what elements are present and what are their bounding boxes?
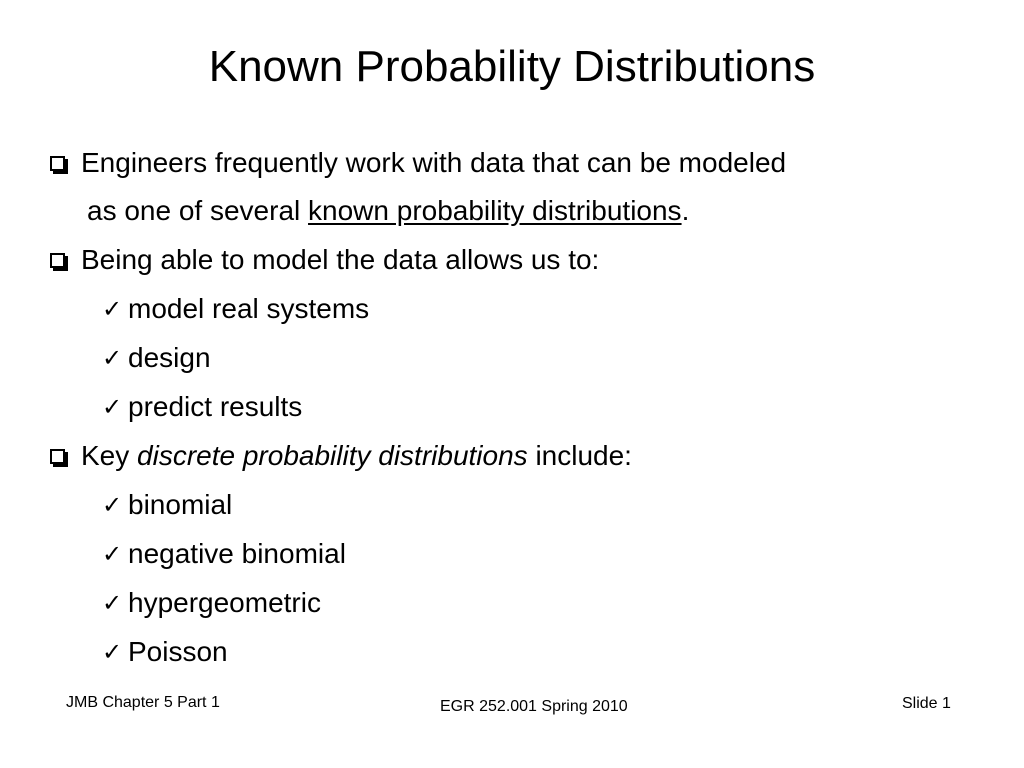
bullet-model-data xyxy=(50,243,599,277)
sub-bullet xyxy=(102,586,321,620)
sub-bullet-text: hypergeometric xyxy=(128,587,321,618)
bullet-key-distributions xyxy=(50,439,632,473)
bullet-text: Engineers frequently work with data that can be modeled xyxy=(81,147,787,178)
checkmark-icon: ✓ xyxy=(102,393,123,421)
sub-bullet-text: predict results xyxy=(128,391,303,422)
checkmark-icon: ✓ xyxy=(102,589,123,617)
bullet-text: Key xyxy=(81,440,138,471)
bullet-text: include: xyxy=(527,440,632,471)
checkmark-icon: ✓ xyxy=(102,344,123,372)
sub-bullet xyxy=(102,341,211,375)
bullet-text: . xyxy=(681,195,690,226)
sub-bullet-text: model real systems xyxy=(128,293,370,324)
sub-bullet xyxy=(102,488,232,522)
bullet-engineers-continuation xyxy=(87,194,689,228)
sub-bullet-text: binomial xyxy=(128,489,233,520)
sub-bullet-text: Poisson xyxy=(128,636,228,667)
sub-bullet xyxy=(102,537,346,571)
bullet-text: Being able to model the data allows us to: xyxy=(81,244,600,275)
bullet-text: as one of several xyxy=(87,195,309,226)
checkmark-icon: ✓ xyxy=(102,638,123,666)
checkmark-icon: ✓ xyxy=(102,491,123,519)
square-bullet-icon xyxy=(50,156,65,171)
emphasized-text: discrete probability distributions xyxy=(137,440,528,471)
footer-center: EGR 252.001 Spring 2010 xyxy=(440,698,628,715)
checkmark-icon: ✓ xyxy=(102,295,123,323)
slide-title: Known Probability Distributions xyxy=(208,42,816,91)
square-bullet-icon xyxy=(50,253,65,268)
known-distributions-underlined: known probability distributions xyxy=(308,195,682,226)
sub-bullet xyxy=(102,635,228,669)
sub-bullet xyxy=(102,390,302,424)
sub-bullet xyxy=(102,292,369,326)
slide-number: Slide 1 xyxy=(902,695,951,712)
footer-left: JMB Chapter 5 Part 1 xyxy=(66,694,220,711)
checkmark-icon: ✓ xyxy=(102,540,123,568)
bullet-engineers xyxy=(50,146,786,180)
sub-bullet-text: design xyxy=(128,342,211,373)
square-bullet-icon xyxy=(50,449,65,464)
sub-bullet-text: negative binomial xyxy=(128,538,346,569)
